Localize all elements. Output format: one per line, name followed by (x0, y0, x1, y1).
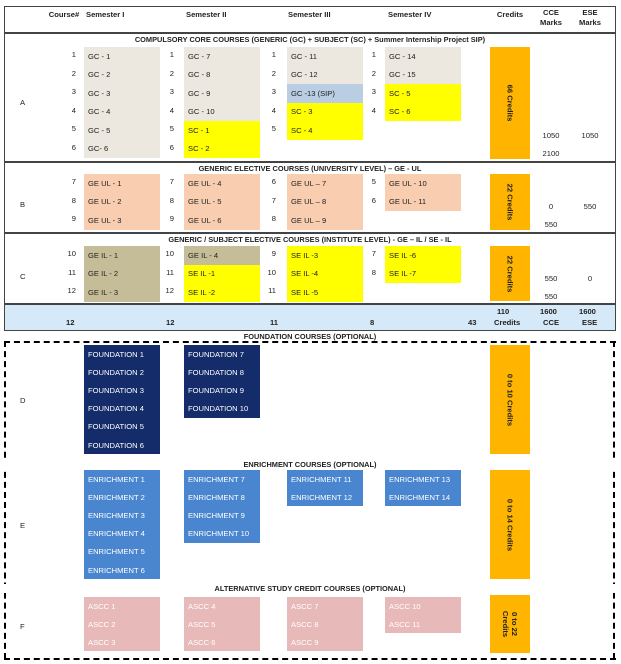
a-sem2-course-no: 4 (169, 105, 174, 115)
a-sem3-course-no: 3 (271, 87, 276, 96)
row-label-f: F (20, 622, 25, 631)
c-sem1-course: GE IL - 3 (84, 283, 160, 302)
c-sem3-course-no: 10 (267, 267, 276, 277)
credits-d (490, 345, 530, 454)
cce-b-total: 550 (544, 220, 558, 229)
a-sem2-course: GC - 9 (184, 84, 260, 103)
row-label-c: C (20, 272, 26, 281)
a-sem1-course: GC - 1 (84, 47, 160, 66)
e-sem1-course: ENRICHMENT 1 (84, 470, 160, 488)
d-sem2-course: FOUNDATION 7 (184, 345, 260, 363)
b-sem1-course: GE UL - 2 (84, 193, 160, 212)
f-sem1-course: ASCC 2 (84, 615, 160, 633)
total-credits-label: Credits (494, 318, 521, 327)
d-sem2-course: FOUNDATION 9 (184, 381, 260, 399)
total-sem3: 11 (270, 318, 279, 327)
f-sem1-course: ASCC 3 (84, 633, 160, 651)
credits-e (490, 470, 530, 579)
header-course-no: Course# (48, 10, 80, 19)
b-sem4-course: GE UL - 10 (385, 174, 461, 193)
c-sem4-course: SE IL -7 (385, 265, 461, 284)
c-sem4-course: SE IL -6 (385, 246, 461, 265)
a-sem3-course: SC - 4 (287, 121, 363, 140)
e-sem1-course: ENRICHMENT 4 (84, 525, 160, 543)
total-sem4: 8 (370, 318, 375, 327)
total-cce-value: 1600 (540, 307, 557, 316)
a-sem4-course: SC - 5 (385, 84, 461, 103)
a-sem1-course-no: 6 (71, 142, 76, 152)
f-sem1-course: ASCC 1 (84, 597, 160, 615)
e-sem1-course: ENRICHMENT 2 (84, 488, 160, 506)
header-sem4: Semester IV (388, 10, 432, 19)
a-sem1-course-no: 4 (71, 105, 76, 115)
row-label-a: A (20, 98, 26, 107)
section-f-title: ALTERNATIVE STUDY CREDIT COURSES (OPTIONAL) (4, 584, 616, 593)
total-credits-value: 110 (497, 307, 510, 316)
d-sem1-course: FOUNDATION 3 (84, 381, 160, 399)
b-sem2-course: GE UL - 6 (184, 211, 260, 230)
section-d-title: FOUNDATION COURSES (OPTIONAL) (243, 332, 377, 341)
cce-a-total: 2100 (542, 149, 560, 158)
a-sem1-course: GC - 3 (84, 84, 160, 103)
total-ese-label: ESE (582, 318, 598, 327)
d-sem1-course: FOUNDATION 1 (84, 345, 160, 363)
b-sem2-course-no: 8 (169, 195, 174, 205)
credits-d-label: 0 to 10 Credits (505, 373, 515, 426)
f-sem4-course: ASCC 11 (385, 615, 461, 633)
a-sem4-course-no: 3 (371, 87, 376, 96)
row-label-d: D (20, 396, 26, 405)
credits-c-label: 22 Credits (505, 255, 515, 292)
b-sem4-course-no: 6 (371, 195, 376, 205)
cce-c-total: 550 (544, 292, 558, 301)
a-sem1-course: GC - 5 (84, 121, 160, 140)
header-sem2: Semester II (186, 10, 227, 19)
a-sem2-course-no: 1 (169, 50, 174, 59)
credits-e-label: 0 to 14 Credits (505, 498, 515, 551)
credits-a (490, 47, 530, 159)
f-sem2-course: ASCC 4 (184, 597, 260, 615)
e-sem2-course: ENRICHMENT 10 (184, 525, 260, 543)
b-sem3-course-no: 6 (271, 177, 276, 186)
e-sem2-course: ENRICHMENT 8 (184, 488, 260, 506)
a-sem3-course-no: 1 (271, 50, 276, 59)
c-sem4-course-no: 8 (371, 267, 376, 277)
c-sem1-course: GE IL - 2 (84, 265, 160, 284)
e-sem1-course: ENRICHMENT 6 (84, 561, 160, 579)
c-sem1-course-no: 11 (68, 267, 76, 277)
section-e-title: ENRICHMENT COURSES (OPTIONAL) (4, 460, 616, 469)
row-label-e: E (20, 521, 26, 530)
a-sem4-course: GC - 14 (385, 47, 461, 66)
b-sem1-course-no: 7 (71, 177, 76, 186)
c-sem2-course: SE IL -2 (184, 283, 260, 302)
section-c-title: GENERIC / SUBJECT ELECTIVE COURSES (INSTITUTE LEVEL) - GE – IL / SE - IL (168, 235, 452, 244)
b-sem3-course-no: 7 (271, 195, 276, 205)
e-sem1-course: ENRICHMENT 3 (84, 506, 160, 524)
ese-c: 0 (587, 274, 593, 283)
total-courses: 43 (468, 318, 477, 327)
a-sem1-course-no: 3 (71, 87, 76, 96)
c-sem2-course-no: 12 (165, 286, 174, 295)
b-sem3-course: GE UL – 9 (287, 211, 363, 230)
credits-b (490, 174, 530, 230)
a-sem3-course: SC - 3 (287, 103, 363, 122)
b-sem3-course-no: 8 (271, 214, 276, 223)
totals-row (4, 304, 616, 331)
e-sem1-course: ENRICHMENT 5 (84, 543, 160, 561)
b-sem4-course-no: 5 (371, 177, 376, 186)
d-sem1-course: FOUNDATION 4 (84, 400, 160, 418)
b-sem1-course-no: 9 (71, 214, 76, 223)
a-sem3-course: GC - 12 (287, 66, 363, 85)
a-sem2-course-no: 5 (169, 124, 174, 133)
header-cce: CCE Marks (540, 8, 562, 27)
d-sem2-course: FOUNDATION 8 (184, 363, 260, 381)
f-sem2-course: ASCC 6 (184, 633, 260, 651)
c-sem3-course: SE IL -4 (287, 265, 363, 284)
c-sem4-course-no: 7 (371, 249, 376, 258)
e-sem2-course: ENRICHMENT 7 (184, 470, 260, 488)
c-sem3-course: SE IL -5 (287, 283, 363, 302)
a-sem2-course: GC - 7 (184, 47, 260, 66)
header-sem3: Semester III (288, 10, 331, 19)
f-sem3-course: ASCC 8 (287, 615, 363, 633)
a-sem1-course: GC - 4 (84, 103, 160, 122)
a-sem2-course: GC - 10 (184, 103, 260, 122)
c-sem3-course: SE IL -3 (287, 246, 363, 265)
total-sem2: 12 (166, 318, 175, 327)
e-sem3-course: ENRICHMENT 11 (287, 470, 363, 488)
a-sem1-course-no: 5 (71, 124, 76, 133)
cce-a: 1050 (542, 131, 560, 140)
dash-left (4, 341, 6, 659)
ese-b: 550 (583, 202, 597, 211)
a-sem3-course: GC -13 (SIP) (287, 84, 363, 103)
f-sem3-course: ASCC 9 (287, 633, 363, 651)
a-sem4-course-no: 4 (371, 105, 376, 115)
c-sem2-course-no: 11 (166, 267, 174, 277)
a-sem1-course: GC- 6 (84, 140, 160, 159)
header-credits: Credits (496, 10, 524, 19)
b-sem3-course: GE UL – 7 (287, 174, 363, 193)
b-sem1-course: GE UL - 3 (84, 211, 160, 230)
credits-f-label: 0 to 22 Credits (501, 610, 519, 638)
c-sem2-course-no: 10 (165, 249, 174, 258)
e-sem3-course: ENRICHMENT 12 (287, 488, 363, 506)
e-sem4-course: ENRICHMENT 13 (385, 470, 461, 488)
c-sem3-course-no: 9 (271, 249, 276, 258)
a-sem4-course-no: 2 (371, 68, 376, 78)
d-sem2-course: FOUNDATION 10 (184, 400, 260, 418)
a-sem1-course-no: 2 (71, 68, 76, 78)
c-sem1-course-no: 12 (67, 286, 76, 295)
a-sem4-course: GC - 15 (385, 66, 461, 85)
a-sem2-course: GC - 8 (184, 66, 260, 85)
cce-b: 0 (548, 202, 554, 211)
b-sem3-course: GE UL – 8 (287, 193, 363, 212)
a-sem2-course: SC - 1 (184, 121, 260, 140)
section-a-title: COMPULSORY CORE COURSES (GENERIC (GC) + SUBJECT (SC) + Summer Internship Project SIP) (134, 35, 486, 44)
a-sem2-course-no: 3 (169, 87, 174, 96)
total-sem1: 12 (66, 318, 75, 327)
dash-top (4, 341, 616, 343)
b-sem1-course-no: 8 (71, 195, 76, 205)
row-label-b: B (20, 200, 26, 209)
credits-c (490, 246, 530, 301)
a-sem4-course: SC - 6 (385, 103, 461, 122)
a-sem3-course: GC - 11 (287, 47, 363, 66)
b-sem2-course-no: 7 (169, 177, 174, 186)
f-sem3-course: ASCC 7 (287, 597, 363, 615)
a-sem3-course-no: 4 (271, 105, 276, 115)
c-sem2-course: SE IL -1 (184, 265, 260, 284)
total-cce-label: CCE (543, 318, 560, 327)
d-sem1-course: FOUNDATION 6 (84, 436, 160, 454)
dash-bottom (4, 658, 616, 660)
cce-c: 550 (544, 274, 558, 283)
c-sem3-course-no: 11 (268, 286, 276, 295)
f-sem2-course: ASCC 5 (184, 615, 260, 633)
a-sem2-course-no: 6 (169, 142, 174, 152)
d-sem1-course: FOUNDATION 2 (84, 363, 160, 381)
dash-right (613, 341, 615, 659)
a-sem3-course-no: 2 (271, 68, 276, 78)
c-sem2-course: GE IL - 4 (184, 246, 260, 265)
b-sem1-course: GE UL - 1 (84, 174, 160, 193)
e-sem2-course: ENRICHMENT 9 (184, 506, 260, 524)
ese-a: 1050 (581, 131, 599, 140)
e-sem4-course: ENRICHMENT 14 (385, 488, 461, 506)
header-sem1: Semester I (86, 10, 125, 19)
total-ese-value: 1600 (579, 307, 596, 316)
header-ese: ESE Marks (579, 8, 601, 27)
a-sem4-course-no: 1 (371, 50, 376, 59)
d-sem1-course: FOUNDATION 5 (84, 418, 160, 436)
a-sem1-course: GC - 2 (84, 66, 160, 85)
section-b-title: GENERIC ELECTIVE COURSES (UNIVERSITY LEVEL) – GE - UL (198, 164, 422, 173)
a-sem2-course: SC - 2 (184, 140, 260, 159)
b-sem2-course: GE UL - 4 (184, 174, 260, 193)
f-sem4-course: ASCC 10 (385, 597, 461, 615)
c-sem1-course-no: 10 (67, 249, 76, 258)
credits-a-label: 66 Credits (505, 84, 515, 122)
credits-f (490, 595, 530, 653)
b-sem4-course: GE UL - 11 (385, 193, 461, 212)
b-sem2-course-no: 9 (169, 214, 174, 223)
a-sem3-course-no: 5 (271, 124, 276, 133)
a-sem2-course-no: 2 (169, 68, 174, 78)
a-sem1-course-no: 1 (71, 50, 76, 59)
c-sem1-course: GE IL - 1 (84, 246, 160, 265)
b-sem2-course: GE UL - 5 (184, 193, 260, 212)
credits-b-label: 22 Credits (505, 183, 515, 221)
